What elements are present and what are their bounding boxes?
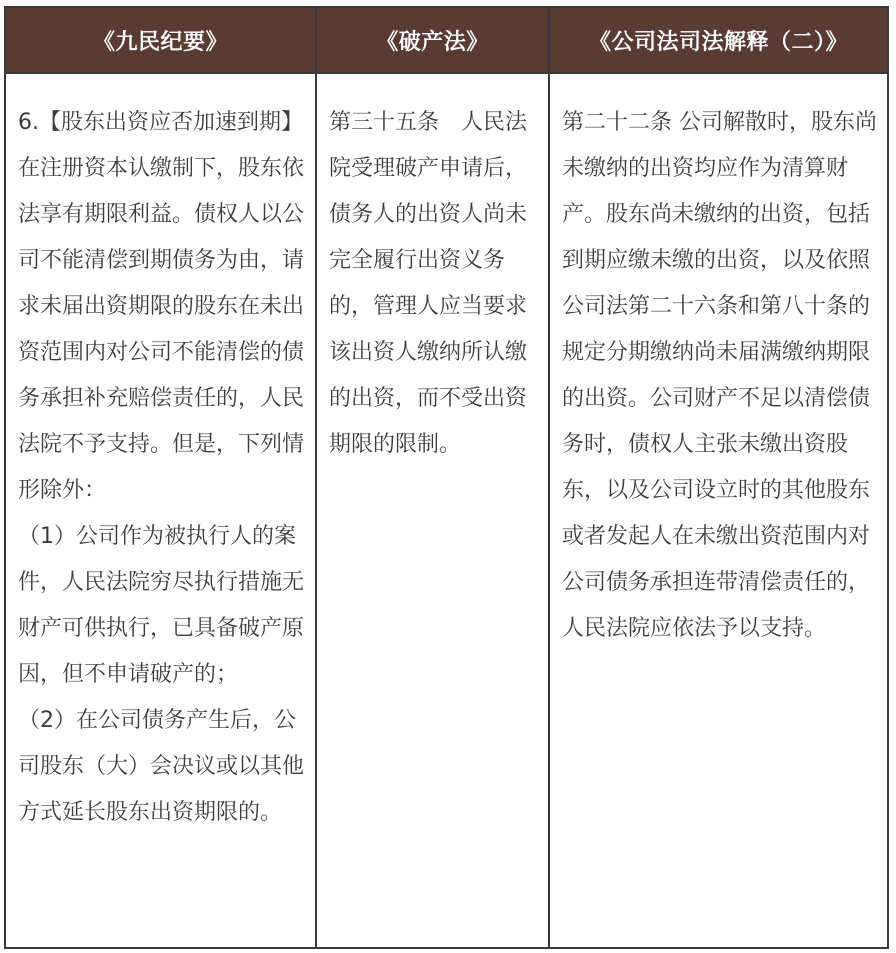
header-bankruptcy-law: 《破产法》 <box>316 8 549 73</box>
comparison-table-frame <box>4 6 889 949</box>
paragraph-accelerated-maturity: 6.【股东出资应否加速到期】在注册资本认缴制下，股东依法享有期限利益。债权人以公司不能清偿到期债务为由，请求未届出资期限的股东在未出资范围内对公司不能清偿的债务承担补充赔偿责任的，人民法院不予支持。但是，下列情形除外： <box>18 110 305 503</box>
cell-bankruptcy-law <box>316 73 549 947</box>
content-row <box>6 73 887 947</box>
paragraph-article-22: 第二十二条 公司解散时，股东尚未缴纳的出资均应作为清算财产。股东尚未缴纳的出资，包括到期应缴未缴的出资，以及依照公司法第二十六条和第八十条的规定分期缴纳尚未届满缴纳期限的出资。公司财产不足以清偿债务时，债权人主张未缴出资股东，以及公司设立时的其他股东或者发起人在未缴出资范围内对公司债务承担连带清偿责任的，人民法院应依法予以支持。 <box>562 110 877 641</box>
comparison-table <box>6 8 887 947</box>
paragraph-exception-1: （1）公司作为被执行人的案件，人民法院穷尽执行措施无财产可供执行，已具备破产原因，但不申请破产的； <box>18 524 305 687</box>
paragraph-exception-2: （2）在公司债务产生后，公司股东（大）会决议或以其他方式延长股东出资期限的。 <box>18 708 305 825</box>
header-jiumin-jiyao: 《九民纪要》 <box>6 8 316 73</box>
paragraph-article-35: 第三十五条 人民法院受理破产申请后，债务人的出资人尚未完全履行出资义务的，管理人应当要求该出资人缴纳所认缴的出资，而不受出资期限的限制。 <box>329 110 528 457</box>
header-company-law-interpretation-2: 《公司法司法解释（二）》 <box>549 8 887 73</box>
cell-jiumin-jiyao <box>6 73 316 947</box>
cell-company-law-interpretation <box>549 73 887 947</box>
header-row <box>6 8 887 73</box>
